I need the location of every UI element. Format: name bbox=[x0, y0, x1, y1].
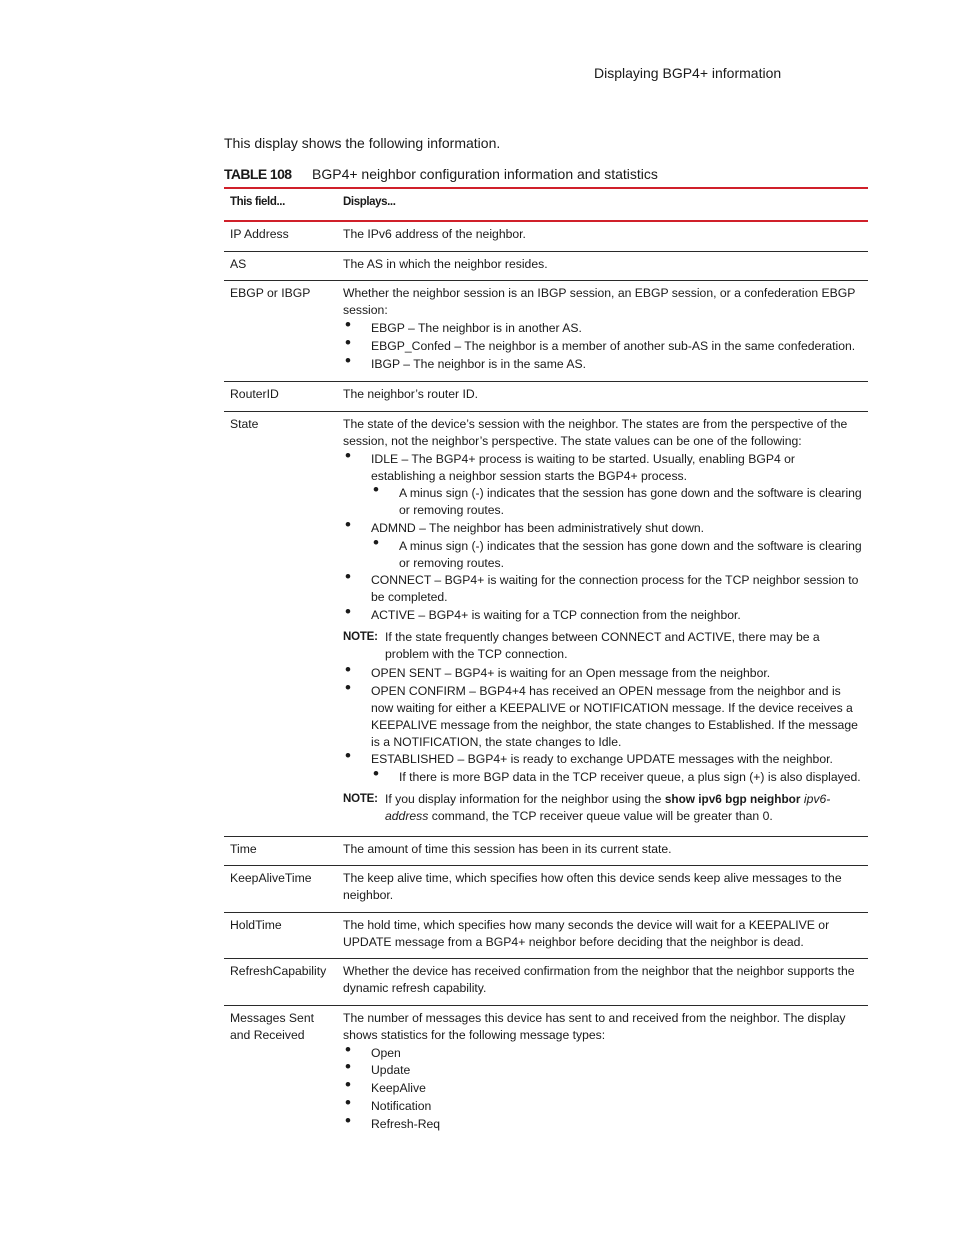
list-item: • OPEN SENT – BGP4+ is waiting for an Open message from the neighbor. bbox=[343, 665, 862, 682]
note-label: NOTE: bbox=[343, 630, 378, 643]
field-description: The IPv6 address of the neighbor. bbox=[337, 221, 868, 251]
list-item: • Notification bbox=[343, 1098, 862, 1115]
bullet-list bbox=[343, 451, 862, 624]
list-item: • Update bbox=[343, 1062, 862, 1079]
note bbox=[343, 791, 862, 825]
command-name: show ipv6 bgp neighbor bbox=[664, 791, 801, 806]
field-name: RefreshCapability bbox=[224, 959, 337, 1006]
list-item bbox=[343, 451, 862, 519]
field-description-cell bbox=[337, 281, 868, 382]
field-description: The AS in which the neighbor resides. bbox=[337, 251, 868, 281]
intro-text: This display shows the following information. bbox=[224, 135, 501, 151]
table-row bbox=[224, 281, 868, 382]
table-row bbox=[224, 959, 868, 1006]
list-item: • EBGP_Confed – The neighbor is a member of another sub-AS in the same confederation. bbox=[343, 338, 862, 355]
list-item: • OPEN CONFIRM – BGP4+4 has received an OPEN message from the neighbor and is now waiting for either a KEEPALIVE or NOTIFICATION message. If the device receives a KEEPALIVE message from the neighbor, the state changes to Established. If the message is a NOTIFICATION, the state changes to Idle. bbox=[343, 683, 862, 750]
column-header-displays: Displays... bbox=[337, 188, 868, 221]
sub-bullet-list bbox=[371, 769, 862, 786]
list-item: • ACTIVE – BGP4+ is waiting for a TCP connection from the neighbor. bbox=[343, 607, 862, 624]
note bbox=[343, 629, 862, 663]
field-name: AS bbox=[224, 251, 337, 281]
note-text-post: command, the TCP receiver queue value will be greater than 0. bbox=[428, 808, 773, 823]
list-item: • Refresh-Req bbox=[343, 1116, 862, 1133]
table-row bbox=[224, 382, 868, 412]
list-item-text: ESTABLISHED – BGP4+ is ready to exchange UPDATE messages with the neighbor. bbox=[371, 752, 833, 767]
list-item: • IBGP – The neighbor is in the same AS. bbox=[343, 356, 862, 373]
bullet-list bbox=[343, 665, 862, 786]
field-description-cell bbox=[337, 1006, 868, 1142]
running-header: Displaying BGP4+ information bbox=[594, 65, 782, 81]
table-row bbox=[224, 412, 868, 836]
table-row bbox=[224, 836, 868, 866]
field-description: The number of messages this device has sent to and received from the neighbor. The display shows statistics for the following message types: bbox=[343, 1011, 846, 1042]
note-text-pre: If you display information for the neighbor using the bbox=[385, 791, 665, 806]
sub-list-item: • A minus sign (-) indicates that the session has gone down and the software is clearing or removing routes. bbox=[371, 485, 862, 519]
field-name: IP Address bbox=[224, 221, 337, 251]
column-header-field: This field... bbox=[224, 188, 337, 221]
bullet-list bbox=[343, 320, 862, 372]
list-item: • EBGP – The neighbor is in another AS. bbox=[343, 320, 862, 337]
field-description: Whether the device has received confirmation from the neighbor that the neighbor supports the dynamic refresh capability. bbox=[337, 959, 868, 1006]
note-label: NOTE: bbox=[343, 792, 378, 805]
field-name: HoldTime bbox=[224, 912, 337, 959]
table-row bbox=[224, 866, 868, 913]
field-table bbox=[224, 187, 868, 1142]
table-row bbox=[224, 1006, 868, 1142]
note-text: If the state frequently changes between CONNECT and ACTIVE, there may be a problem with the TCP connection. bbox=[385, 629, 820, 661]
field-description: The keep alive time, which specifies how often this device sends keep alive messages to the neighbor. bbox=[337, 866, 868, 913]
bullet-list bbox=[343, 1045, 862, 1133]
field-description: The amount of time this session has been in its current state. bbox=[337, 836, 868, 866]
field-description: Whether the neighbor session is an IBGP session, an EBGP session, or a confederation EBGP session: bbox=[343, 286, 856, 318]
field-description: The hold time, which specifies how many seconds the device will wait for a KEEPALIVE or UPDATE message from a BGP4+ neighbor before deciding that the neighbor is dead. bbox=[337, 912, 868, 959]
field-name: Time bbox=[224, 836, 337, 866]
sub-list-item: • If there is more BGP data in the TCP receiver queue, a plus sign (+) is also displayed. bbox=[371, 769, 862, 786]
field-name: KeepAliveTime bbox=[224, 866, 337, 913]
field-name: Messages Sent and Received bbox=[230, 1011, 315, 1042]
list-item: • CONNECT – BGP4+ is waiting for the connection process for the TCP neighbor session to be completed. bbox=[343, 572, 862, 606]
sub-list-item: • A minus sign (-) indicates that the session has gone down and the software is clearing or removing routes. bbox=[371, 538, 862, 572]
list-item-text: IDLE – The BGP4+ process is waiting to be started. Usually, enabling BGP4 or establishing a neighbor session starts the BGP4+ process. bbox=[371, 451, 795, 483]
field-name: EBGP or IBGP bbox=[224, 281, 337, 382]
table-row bbox=[224, 912, 868, 959]
table-row bbox=[224, 221, 868, 251]
field-name: RouterID bbox=[224, 382, 337, 412]
list-item: • Open bbox=[343, 1045, 862, 1062]
list-item bbox=[343, 520, 862, 571]
command-argument: ipv6-address bbox=[385, 791, 831, 823]
field-description-cell bbox=[337, 412, 868, 836]
list-item-text: ADMND – The neighbor has been administratively shut down. bbox=[371, 520, 705, 535]
sub-bullet-list bbox=[371, 485, 862, 519]
sub-bullet-list bbox=[371, 538, 862, 572]
table-title: BGP4+ neighbor configuration information and statistics bbox=[312, 166, 658, 182]
table-header-row bbox=[224, 188, 868, 221]
field-name: State bbox=[224, 412, 337, 836]
table-row bbox=[224, 251, 868, 281]
table-number: TABLE 108 bbox=[224, 166, 292, 182]
list-item bbox=[343, 751, 862, 786]
field-description: The state of the device’s session with the neighbor. The states are from the perspective of the session, not the neighbor’s perspective. The state values can be one of the following: bbox=[343, 417, 848, 448]
field-description: The neighbor’s router ID. bbox=[337, 382, 868, 412]
list-item: • KeepAlive bbox=[343, 1080, 862, 1097]
table-caption bbox=[224, 166, 868, 182]
